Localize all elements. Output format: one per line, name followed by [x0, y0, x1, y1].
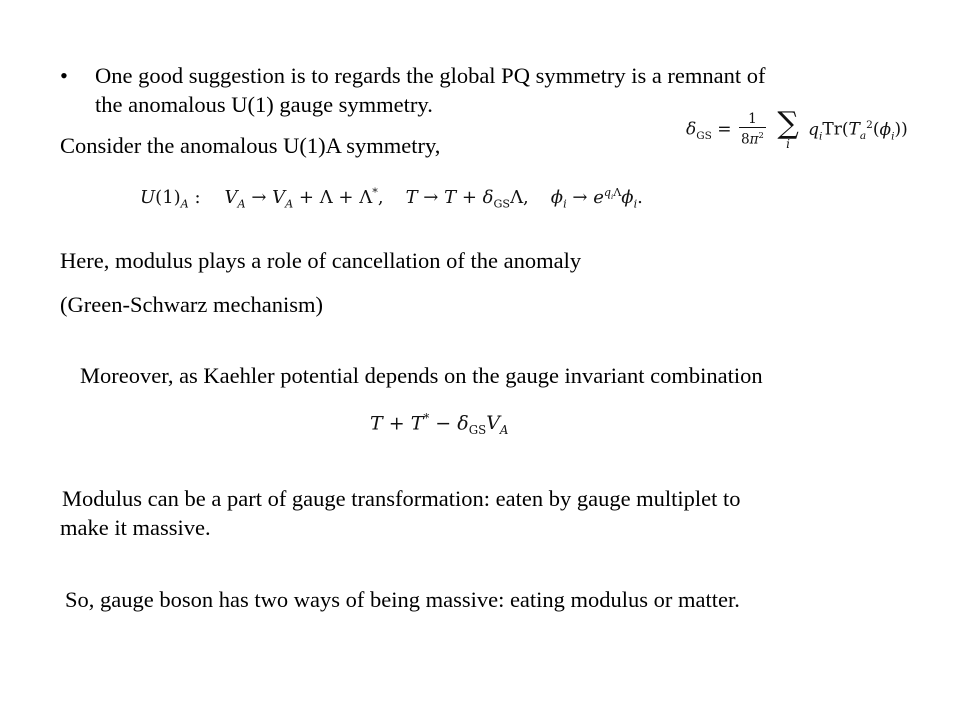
gauge-invariant-combination: $T + T^* - \delta_{GS}V_A$: [370, 411, 509, 438]
modulus-line-1: Modulus can be a part of gauge transformation: eaten by gauge multiplet to: [62, 486, 741, 511]
mechanism-text: (Green-Schwarz mechanism): [60, 292, 324, 317]
u1a-transformation-equation: $U(1)_A$ : $V_A \to V_A + \Lambda + \Lambda^*$, $T \to T + \delta_{GS}\Lambda$, $\phi_i \to e^{q_i\Lambda}\phi_i$.: [140, 186, 643, 211]
delta-gs-equation: $\delta_{GS}$ = $\frac{1}{8\pi^2}$ ∑ i $q_iTr(T_a^2(\phi_i))$: [686, 106, 908, 151]
bullet-line-2: the anomalous U(1) gauge symmetry.: [95, 92, 433, 117]
consider-text: Consider the anomalous U(1)A symmetry,: [60, 133, 441, 158]
bullet-line-1: One good suggestion is to regards the global PQ symmetry is a remnant of: [95, 63, 766, 88]
modulus-line-2: make it massive.: [60, 515, 211, 540]
conclusion-text: So, gauge boson has two ways of being massive: eating modulus or matter.: [65, 587, 740, 612]
bullet-marker: •: [60, 63, 68, 88]
here-text: Here, modulus plays a role of cancellation of the anomaly: [60, 248, 582, 273]
moreover-text: Moreover, as Kaehler potential depends on the gauge invariant combination: [80, 363, 763, 388]
